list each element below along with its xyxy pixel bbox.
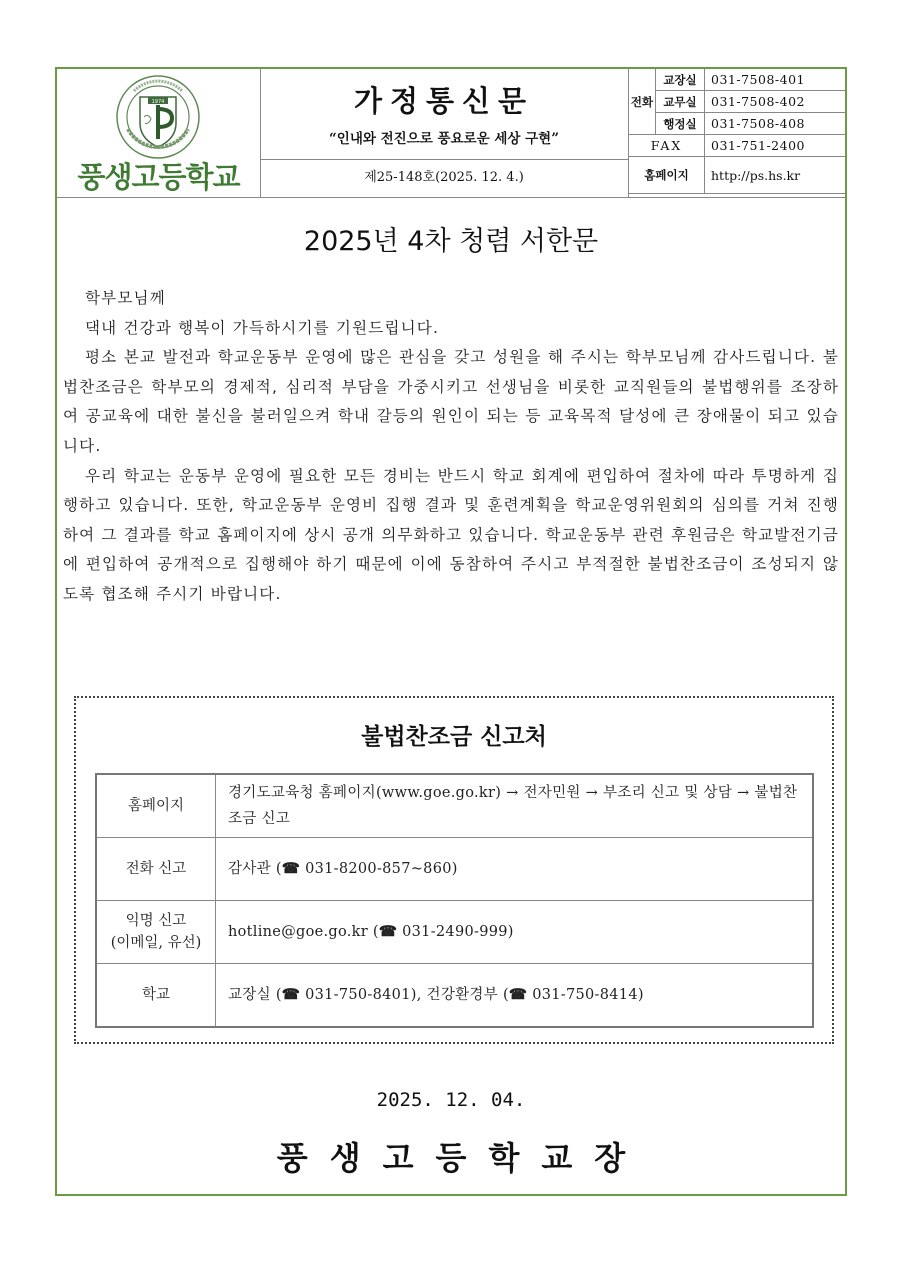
row-value: [216, 838, 814, 901]
table-row: [96, 774, 813, 838]
row-label-line1: 익명 신고: [125, 913, 187, 929]
phone-dept: 교장실: [656, 69, 705, 91]
row-label: 홈페이지: [96, 774, 216, 838]
row-label: 전화 신고: [96, 838, 216, 901]
school-name-logo: 풍생고등학교: [77, 160, 240, 194]
row-label-line2: (이메일, 유선): [110, 935, 202, 951]
newsletter-header: [57, 69, 845, 198]
phone-icon: ☎: [508, 986, 528, 1003]
phone-number: 031-750-8401), 건강환경부 (: [300, 987, 509, 1003]
salutation: 학부모님께: [85, 289, 166, 307]
table-row: [96, 838, 813, 901]
document-title: 2025년 4차 청렴 서한문: [303, 226, 599, 257]
newsletter-title-cell: [260, 69, 629, 160]
report-title: 불법찬조금 신고처: [361, 723, 547, 750]
newsletter-frame: [55, 67, 847, 1196]
svg-text:1974: 1974: [151, 99, 165, 105]
newsletter-title: 가정통신문: [353, 84, 535, 118]
paragraph: 댁내 건강과 행복이 가득하시기를 기원드립니다.: [85, 318, 440, 337]
contact-table: [628, 69, 845, 197]
row-label: 학교: [96, 964, 216, 1028]
email-address[interactable]: hotline@goe.go.kr (: [228, 924, 379, 940]
paragraph: 우리 학교는 운동부 운영에 필요한 모든 경비는 반드시 학교 회계에 편입하여 절차에 따라 투명하게 집행하고 있습니다. 또한, 학교운동부 운영비 집행 결과 및 훈련계획을 학교운영위원회의 심의를 거쳐 진행하여 그 결과를 학교 홈페이지에 상시 공개 의무화하고 있습니다. 학교운동부 관련 후원금은 학교발전기금에 편입하여 공개적으로 집행해야 하기 때문에 이에 동참하여 주시고 부적절한 불법찬조금이 조성되지 않도록 협조해 주시기 바랍니다.: [63, 466, 839, 603]
phone-number: 031-750-8414): [527, 987, 644, 1003]
row-value: 경기도교육청 홈페이지(www.goe.go.kr) → 전자민원 → 부조리 신고 및 상담 → 불법찬조금 신고: [216, 774, 814, 838]
issue-date: 2025. 12. 04.: [376, 1089, 526, 1111]
phone-icon: ☎: [281, 986, 301, 1003]
table-row: [96, 901, 813, 964]
row-value: [216, 964, 814, 1028]
phone-icon: ☎: [281, 860, 301, 877]
issue-number: 제25-148호(2025. 12. 4.): [260, 159, 629, 197]
phone-number: 031-8200-857~860): [300, 861, 458, 877]
table-row: [96, 964, 813, 1028]
phone-icon: ☎: [378, 923, 398, 940]
phone-dept: 교무실: [656, 91, 705, 113]
school-motto: “인내와 전진으로 풍요로운 세상 구현”: [329, 131, 559, 147]
phone-number: 031-7508-402: [705, 91, 846, 113]
phone-number: 031-7508-401: [705, 69, 846, 91]
report-table: [95, 773, 814, 1028]
school-logo-cell: [57, 69, 261, 197]
school-emblem-icon: [114, 73, 202, 161]
letter-body: [57, 284, 839, 610]
phone-dept: 행정실: [656, 113, 705, 135]
paragraph: 평소 본교 발전과 학교운동부 운영에 많은 관심을 갖고 성원을 해 주시는 학부모님께 감사드립니다. 불법찬조금은 학부모의 경제적, 심리적 부담을 가중시키고 선생님을 비롯한 교직원들의 불법행위를 조장하여 공교육에 대한 불신을 불러일으켜 학내 갈등의 원인이 되는 등 교육목적 달성에 큰 장애물이 되고 있습니다.: [63, 348, 839, 455]
row-label: [96, 901, 216, 964]
principal-signature: 풍생고등학교장: [276, 1139, 648, 1177]
row-value-prefix: 교장실 (: [228, 987, 282, 1003]
row-value: [216, 901, 814, 964]
phone-number: 031-7508-408: [705, 113, 846, 135]
phone-number: 031-2490-999): [397, 924, 514, 940]
phone-label: 전화: [629, 69, 656, 135]
fax-label: FAX: [629, 135, 705, 157]
fax-number: 031-751-2400: [705, 135, 846, 157]
report-contacts-box: [74, 696, 834, 1044]
row-value-prefix: 감사관 (: [228, 861, 282, 877]
homepage-link[interactable]: http://ps.hs.kr: [705, 157, 846, 194]
homepage-label: 홈페이지: [629, 157, 705, 194]
